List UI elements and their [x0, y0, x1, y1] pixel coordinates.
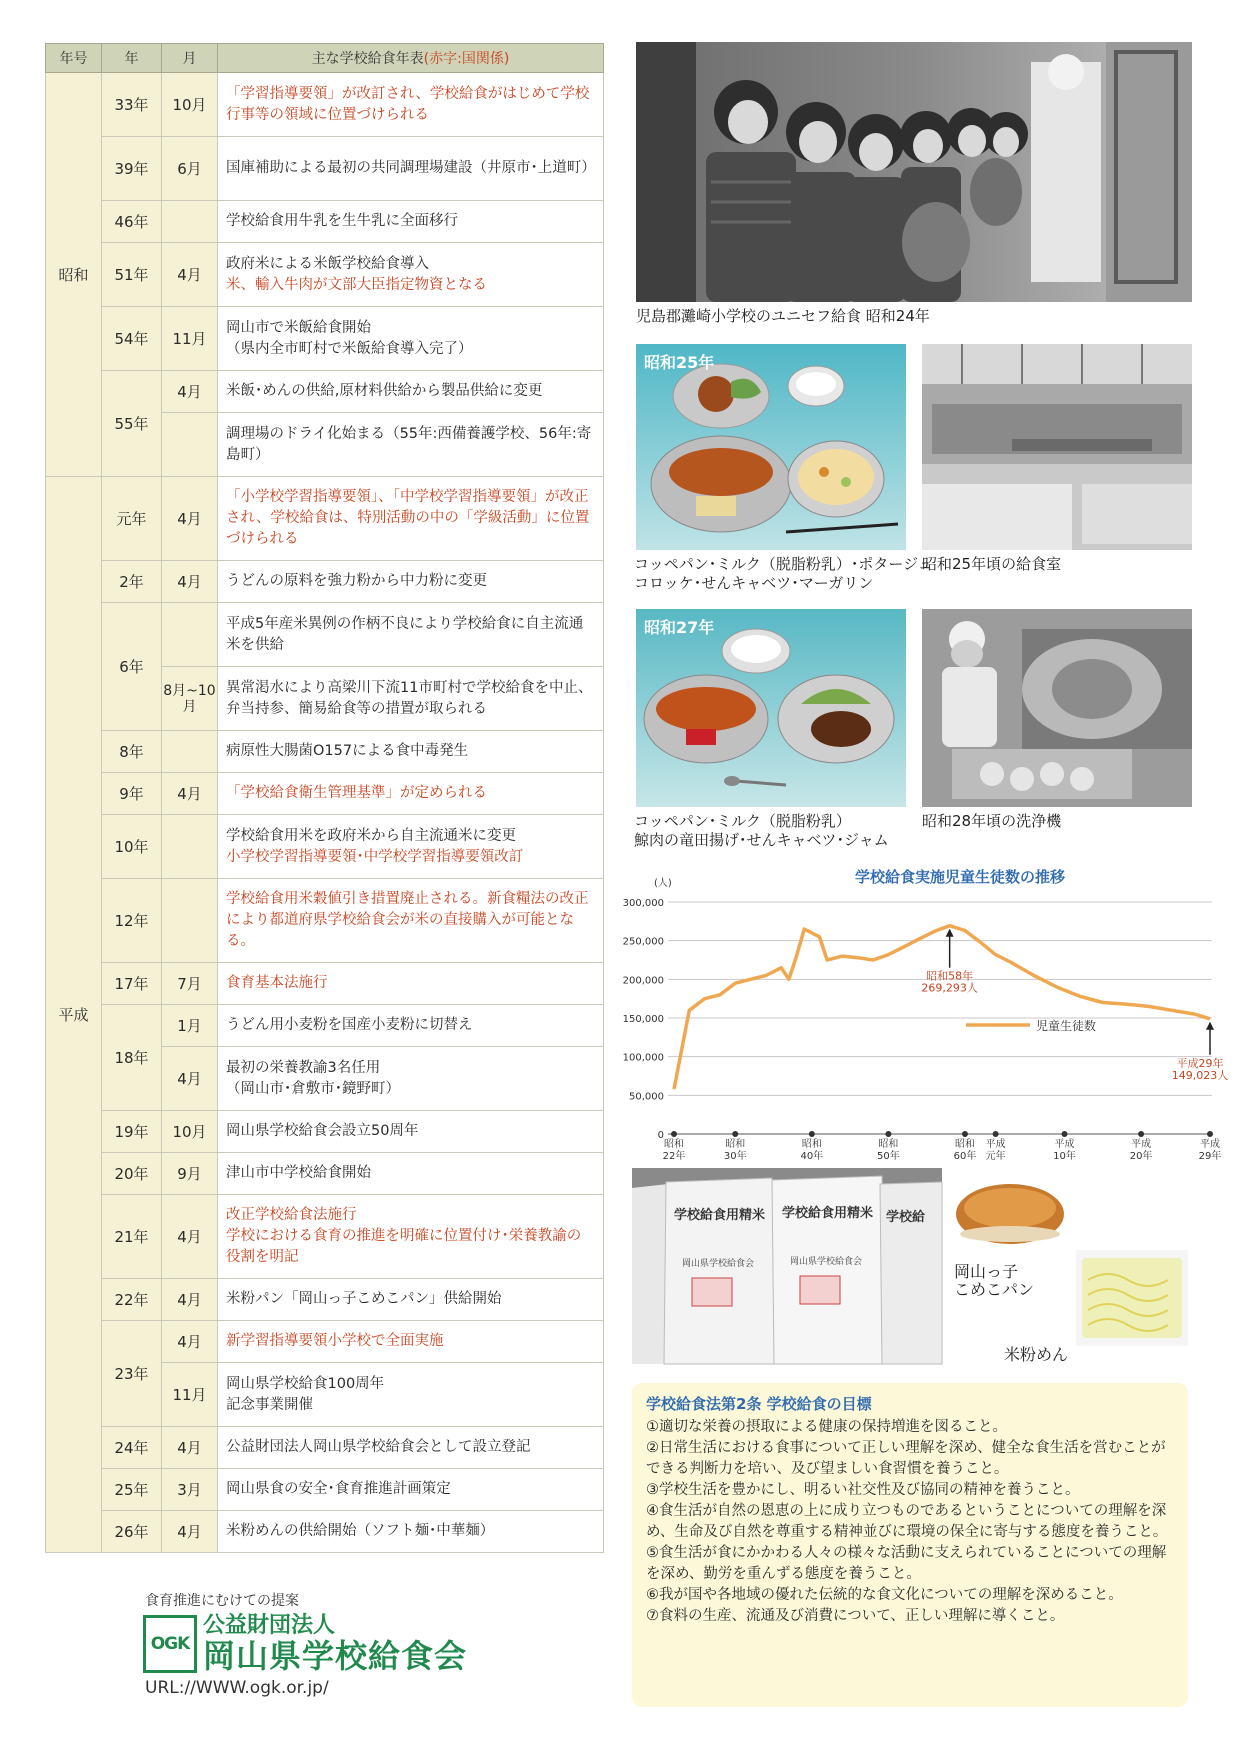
photo-lunch-showa27-caption: コッペパン･ミルク（脱脂粉乳） 鯨肉の竜田揚げ･せんキャベツ･ジャム	[634, 812, 889, 849]
org-name-line1: 公益財団法人	[203, 1613, 336, 1638]
month-cell: 3月	[162, 1469, 218, 1511]
month-cell: 4月	[162, 1279, 218, 1321]
rice-bag-label-3: 学校給	[886, 1210, 926, 1225]
student-count-chart	[622, 866, 1229, 1166]
era-cell: 昭和	[46, 73, 102, 477]
chart-series-line	[674, 926, 1210, 1089]
rice-bag-small-1: 岡山県学校給食会	[682, 1259, 755, 1269]
event-cell	[218, 1279, 604, 1321]
year-cell: 33年	[102, 73, 162, 137]
rice-noodles-caption: 米粉めん	[1004, 1345, 1069, 1364]
year-cell: 6年	[102, 603, 162, 731]
goal-item-3: ③学校生活を豊かにし、明るい社交性及び協同の精神を養うこと。	[646, 1482, 1080, 1498]
table-row	[46, 73, 604, 137]
chart-x-tick-label: 昭和	[725, 1139, 746, 1150]
event-text: うどん用小麦粉を国産小麦粉に切替え	[226, 1017, 473, 1033]
table-row	[46, 1005, 604, 1047]
org-name-line2: 岡山県学校給食会	[203, 1637, 468, 1675]
year-cell: 元年	[102, 477, 162, 561]
footer	[143, 1590, 467, 1698]
event-text: 岡山県食の安全･食育推進計画策定	[226, 1481, 451, 1497]
event-cell	[218, 561, 604, 603]
chart-annotation-label: 269,293人	[921, 981, 978, 995]
photo-kitchen-showa25-caption: 昭和25年頃の給食室	[922, 555, 1062, 573]
event-text: 病原性大腸菌O157による食中毒発生	[226, 743, 469, 759]
timeline-body	[46, 73, 604, 1553]
photo-lunch-showa27	[636, 609, 906, 807]
photo-kitchen-showa25-image	[922, 344, 1192, 550]
chart-x-tick	[1138, 1131, 1144, 1137]
photo-washer-showa28	[922, 609, 1192, 807]
month-cell	[162, 603, 218, 667]
school-lunch-goals-box	[632, 1383, 1188, 1707]
chart-x-tick-label: 平成	[1131, 1139, 1152, 1150]
table-row	[46, 1427, 604, 1469]
event-cell	[218, 1005, 604, 1047]
event-cell	[218, 1511, 604, 1553]
table-row	[46, 561, 604, 603]
event-text: 学校給食用米穀値引き措置廃止される。新食糧法の改正により都道府県学校給食会が米の直接購入が可能となる。	[226, 891, 589, 949]
month-cell: 4月	[162, 1195, 218, 1279]
table-row	[46, 243, 604, 307]
chart-x-tick	[732, 1131, 738, 1137]
footer-url[interactable]: URL://WWW.ogk.or.jp/	[145, 1678, 329, 1698]
chart-x-axis	[663, 1131, 1222, 1162]
table-row	[46, 1111, 604, 1153]
chart-x-tick-label: 40年	[800, 1151, 824, 1162]
month-cell: 4月	[162, 371, 218, 413]
chart-x-tick-label: 平成	[1054, 1139, 1075, 1150]
rice-bags-image	[632, 1168, 942, 1364]
chart-x-tick	[1062, 1131, 1068, 1137]
table-row	[46, 1469, 604, 1511]
event-cell	[218, 1111, 604, 1153]
photo-kitchen-showa25	[922, 344, 1192, 550]
chart-y-tick-label: 250,000	[622, 936, 664, 948]
header-events: 主な学校給食年表(赤字:国関係)	[218, 44, 604, 73]
table-row	[46, 1511, 604, 1553]
event-text: 記念事業開催	[226, 1396, 313, 1413]
chart-x-tick-label: 平成	[985, 1139, 1006, 1150]
month-cell: 11月	[162, 307, 218, 371]
event-text: （県内全市町村で米飯給食導入完了）	[226, 340, 473, 357]
year-cell: 10年	[102, 815, 162, 879]
event-text: 新学習指導要領小学校で全面実施	[226, 1333, 444, 1349]
month-cell: 4月	[162, 1321, 218, 1363]
year-cell: 8年	[102, 731, 162, 773]
event-cell	[218, 371, 604, 413]
chart-x-tick-label: 60年	[953, 1151, 977, 1162]
event-cell	[218, 307, 604, 371]
table-row	[46, 137, 604, 201]
event-cell	[218, 879, 604, 963]
table-row	[46, 879, 604, 963]
month-cell: 7月	[162, 963, 218, 1005]
rice-bag-label-1: 学校給食用精米	[674, 1208, 766, 1223]
event-text: 国庫補助による最初の共同調理場建設（井原市･上道町）	[226, 160, 596, 176]
chart-x-tick	[993, 1131, 999, 1137]
chart-y-axis	[623, 898, 664, 1141]
chart-x-tick-label: 昭和	[664, 1139, 684, 1150]
month-cell: 6月	[162, 137, 218, 201]
chart-y-tick-label: 300,000	[622, 898, 664, 909]
header-month: 月	[162, 44, 218, 73]
chart-x-tick	[1207, 1131, 1213, 1137]
event-text: うどんの原料を強力粉から中力粉に変更	[226, 573, 487, 589]
event-cell	[218, 1195, 604, 1279]
chart-x-tick-label: 平成	[1200, 1139, 1220, 1150]
table-row	[46, 307, 604, 371]
chart-title: 学校給食実施児童生徒数の推移	[854, 868, 1066, 886]
school-lunch-timeline-table	[45, 43, 604, 1553]
event-cell	[218, 1047, 604, 1111]
event-cell	[218, 243, 604, 307]
table-row	[46, 603, 604, 667]
rice-bag-label-2: 学校給食用精米	[782, 1206, 874, 1221]
year-cell: 51年	[102, 243, 162, 307]
year-cell: 9年	[102, 773, 162, 815]
event-text: 学校給食用牛乳を生牛乳に全面移行	[226, 213, 458, 229]
table-row	[46, 371, 604, 413]
table-row	[46, 773, 604, 815]
chart-x-tick-label: 昭和	[878, 1139, 899, 1150]
year-cell: 24年	[102, 1427, 162, 1469]
table-row	[46, 1195, 604, 1279]
ogk-logo-text: OGK	[150, 1634, 190, 1654]
event-cell	[218, 963, 604, 1005]
footer-org	[143, 1614, 467, 1674]
event-text: 岡山県学校給食会設立50周年	[226, 1123, 419, 1139]
photo-lunch-showa27-image	[636, 609, 906, 807]
month-cell: 10月	[162, 1111, 218, 1153]
year-cell: 20年	[102, 1153, 162, 1195]
ogk-logo	[143, 1615, 197, 1673]
photo-lunch-showa25-image	[636, 344, 906, 550]
event-text: 調理場のドライ化始まる（55年:西備養護学校、56年:寄島町）	[226, 425, 592, 463]
photo-lunch-showa27-tag: 昭和27年	[644, 618, 715, 637]
chart-x-tick-label: 昭和	[801, 1139, 822, 1150]
chart-legend	[966, 1018, 1096, 1033]
goal-item-7: ⑦食料の生産、流通及び消費について、正しい理解に導くこと。	[646, 1608, 1065, 1624]
photo-lunch-showa25	[636, 344, 906, 550]
chart-annotation-label: 昭和58年	[926, 969, 974, 983]
chart-x-tick	[671, 1131, 677, 1137]
table-row	[46, 1321, 604, 1363]
month-cell	[162, 815, 218, 879]
photo-washer-showa28-image	[922, 609, 1192, 807]
header-era: 年号	[46, 44, 102, 73]
event-cell	[218, 773, 604, 815]
event-cell	[218, 477, 604, 561]
year-cell: 55年	[102, 371, 162, 477]
chart-x-tick-label: 30年	[723, 1151, 747, 1162]
table-row	[46, 201, 604, 243]
event-text: 異常渇水により高梁川下流11市町村で学校給食を中止、弁当持参、簡易給食等の措置が取られる	[226, 679, 593, 717]
month-cell: 11月	[162, 1363, 218, 1427]
chart-x-tick-label: 50年	[877, 1151, 900, 1162]
month-cell: 4月	[162, 1047, 218, 1111]
month-cell: 9月	[162, 1153, 218, 1195]
event-text: 平成5年産米異例の作柄不良により学校給食に自主流通米を供給	[226, 615, 584, 653]
year-cell: 39年	[102, 137, 162, 201]
chart-grid	[668, 902, 1212, 1134]
month-cell	[162, 413, 218, 477]
event-cell	[218, 137, 604, 201]
event-cell	[218, 201, 604, 243]
month-cell: 10月	[162, 73, 218, 137]
event-cell	[218, 413, 604, 477]
event-text: 米飯･めんの供給,原材料供給から製品供給に変更	[226, 383, 543, 399]
event-text: 改正学校給食法施行	[226, 1207, 357, 1223]
goal-item-1: ①適切な栄養の摂取による健康の保持増進を図ること。	[646, 1419, 1007, 1435]
year-cell: 19年	[102, 1111, 162, 1153]
chart-x-tick	[809, 1131, 815, 1137]
event-text: 学校給食用米を政府米から自主流通米に変更	[226, 827, 516, 844]
table-header-row	[46, 44, 604, 73]
chart-annotation-label: 149,023人	[1171, 1068, 1229, 1082]
goal-item-2: ②日常生活における食事について正しい理解を深め、健全な食生活を営むことができる判断力を培い、及び望ましい食習慣を養うこと。	[646, 1440, 1166, 1477]
chart-x-tick-label: 昭和	[954, 1139, 975, 1150]
chart-ylabel: (人)	[654, 878, 672, 889]
event-text: 最初の栄養教諭3名任用	[226, 1059, 381, 1076]
chart-annotation-arrowhead	[946, 929, 954, 937]
event-cell	[218, 1427, 604, 1469]
chart-annotation-label: 平成29年	[1176, 1056, 1224, 1070]
year-cell: 2年	[102, 561, 162, 603]
chart-legend-label: 児童生徒数	[1036, 1019, 1097, 1033]
event-cell	[218, 731, 604, 773]
chart-x-tick-label: 10年	[1053, 1151, 1076, 1162]
photo-unicef-lunch	[636, 42, 1192, 302]
event-cell	[218, 815, 604, 879]
event-text: 「学習指導要領」が改訂され、学校給食がはじめて学校行事等の領域に位置づけられる	[226, 85, 590, 123]
rice-noodles-image	[1076, 1250, 1188, 1346]
table-row	[46, 1153, 604, 1195]
event-text: 食育基本法施行	[226, 975, 328, 991]
event-text: 政府米による米飯学校給食導入	[226, 255, 429, 272]
table-row	[46, 963, 604, 1005]
month-cell: 4月	[162, 773, 218, 815]
year-cell: 54年	[102, 307, 162, 371]
month-cell: 4月	[162, 1511, 218, 1553]
chart-x-tick	[962, 1131, 968, 1137]
table-row	[46, 477, 604, 561]
chart-y-tick-label: 200,000	[622, 975, 664, 987]
event-text: 「小学校学習指導要領」、「中学校学習指導要領」が改正され、学校給食は、特別活動の中の「学級活動」に位置づけられる	[226, 489, 590, 547]
event-text: 小学校学習指導要領･中学校学習指導要領改訂	[226, 848, 524, 865]
komeko-bread-caption: 岡山っ子 こめこパン	[954, 1262, 1035, 1299]
event-text: 米粉パン「岡山っ子こめこパン」供給開始	[226, 1291, 502, 1307]
event-cell	[218, 603, 604, 667]
event-text: 米粉めんの供給開始（ソフト麺･中華麺）	[226, 1523, 495, 1539]
era-cell: 平成	[46, 477, 102, 1553]
table-row	[46, 731, 604, 773]
year-cell: 23年	[102, 1321, 162, 1427]
month-cell	[162, 201, 218, 243]
event-cell	[218, 73, 604, 137]
month-cell: 1月	[162, 1005, 218, 1047]
event-text: 「学校給食衛生管理基準」が定められる	[226, 785, 487, 801]
event-cell	[218, 1363, 604, 1427]
header-year: 年	[102, 44, 162, 73]
year-cell: 26年	[102, 1511, 162, 1553]
month-cell: 4月	[162, 477, 218, 561]
rice-bag-small-2: 岡山県学校給食会	[790, 1257, 863, 1267]
chart-x-tick-label: 元年	[985, 1151, 1006, 1162]
event-text: 米、輸入牛肉が文部大臣指定物資となる	[226, 276, 487, 293]
chart-annotations	[921, 929, 1228, 1082]
event-text: 学校における食育の推進を明確に位置付け･栄養教諭の役割を明記	[226, 1228, 582, 1265]
chart-annotation-arrowhead	[1206, 1022, 1214, 1030]
photo-lunch-showa25-tag: 昭和25年	[644, 353, 715, 372]
event-cell	[218, 667, 604, 731]
chart-x-tick-label: 20年	[1129, 1151, 1153, 1162]
komeko-bread-image	[952, 1172, 1068, 1252]
goal-item-6: ⑥我が国や各地域の優れた伝統的な食文化についての理解を深めること。	[646, 1587, 1123, 1603]
footer-tagline: 食育推進にむけての提案	[145, 1593, 299, 1609]
goals-title: 学校給食法第2条 学校給食の目標	[646, 1395, 872, 1413]
month-cell: 4月	[162, 561, 218, 603]
photo-lunch-showa25-caption: コッペパン･ミルク（脱脂粉乳）･ポタージュ コロッケ･せんキャベツ･マーガリン	[634, 555, 933, 592]
org-name	[203, 1614, 467, 1674]
photo-unicef-caption: 児島郡灘崎小学校のユニセフ給食 昭和24年	[636, 307, 930, 325]
year-cell: 22年	[102, 1279, 162, 1321]
event-text: （岡山市･倉敷市･鏡野町）	[226, 1080, 400, 1097]
photo-komeko-bread	[952, 1172, 1068, 1252]
chart-x-tick-label: 29年	[1198, 1151, 1222, 1162]
table-row	[46, 1279, 604, 1321]
photo-rice-noodles	[1076, 1250, 1188, 1346]
photo-washer-showa28-caption: 昭和28年頃の洗浄機	[922, 812, 1062, 830]
chart-y-tick-label: 50,000	[629, 1091, 664, 1103]
month-cell: 4月	[162, 1427, 218, 1469]
photo-unicef-lunch-image	[636, 42, 1192, 302]
event-text: 岡山県学校給食100周年	[226, 1375, 385, 1392]
month-cell: 8月~10月	[162, 667, 218, 731]
year-cell: 46年	[102, 201, 162, 243]
chart-x-tick	[885, 1131, 891, 1137]
month-cell	[162, 879, 218, 963]
goal-item-5: ⑤食生活が食にかかわる人々の様々な活動に支えられていることについての理解を深め、勤労を重んずる態度を養うこと。	[646, 1545, 1167, 1582]
photo-rice-bags	[632, 1168, 942, 1364]
event-text: 津山市中学校給食開始	[226, 1165, 371, 1181]
event-text: 公益財団法人岡山県学校給食会として設立登記	[226, 1439, 531, 1455]
event-cell	[218, 1321, 604, 1363]
goal-item-4: ④食生活が自然の恩恵の上に成り立つものであるということについての理解を深め、生命及び自然を尊重する精神並びに環境の保全に寄与する態度を養うこと。	[646, 1503, 1168, 1540]
chart-y-tick-label: 0	[657, 1130, 664, 1141]
event-cell	[218, 1469, 604, 1511]
month-cell	[162, 731, 218, 773]
month-cell: 4月	[162, 243, 218, 307]
chart-y-tick-label: 150,000	[622, 1014, 664, 1025]
year-cell: 12年	[102, 879, 162, 963]
year-cell: 18年	[102, 1005, 162, 1111]
event-text: 岡山市で米飯給食開始	[226, 319, 371, 336]
year-cell: 25年	[102, 1469, 162, 1511]
year-cell: 17年	[102, 963, 162, 1005]
event-cell	[218, 1153, 604, 1195]
year-cell: 21年	[102, 1195, 162, 1279]
chart-x-tick-label: 22年	[662, 1151, 686, 1162]
table-row	[46, 815, 604, 879]
chart-y-tick-label: 100,000	[622, 1052, 664, 1064]
